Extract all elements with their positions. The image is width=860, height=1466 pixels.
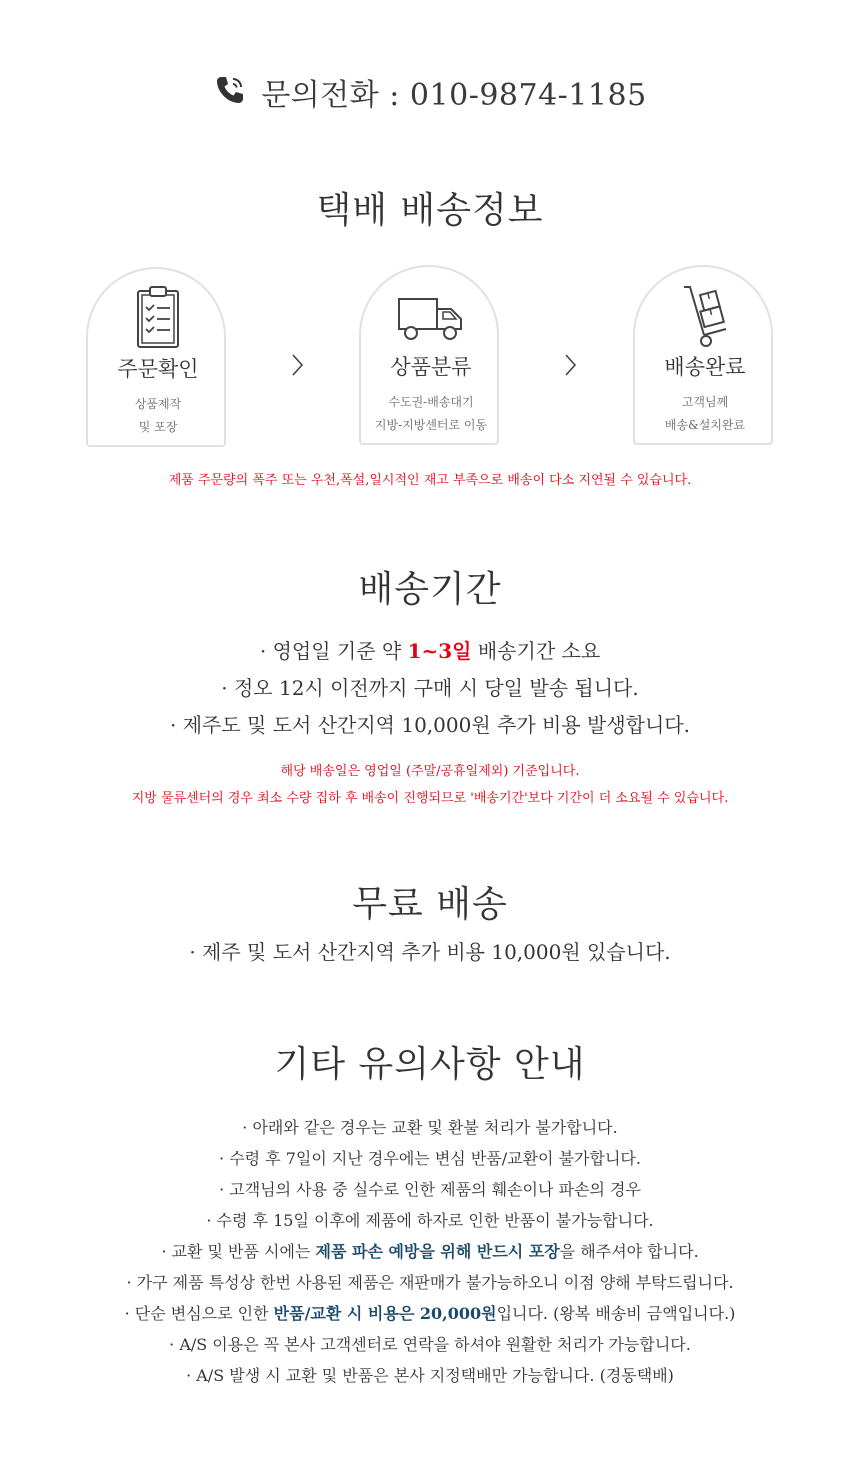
delivery-info-title: 택배 배송정보 <box>316 190 544 231</box>
step-desc <box>635 391 775 437</box>
period-line-1-prefix: · 영업일 기준 약 <box>259 639 408 663</box>
etc-title: 기타 유의사항 안내 <box>274 1044 586 1085</box>
phone-icon <box>213 73 247 111</box>
period-note-1: 해당 배송일은 영업일 (주말/공휴일제외) 기준입니다. <box>280 764 580 779</box>
step-order-confirm <box>86 267 226 447</box>
etc-item: · 수령 후 7일이 지난 경우에는 변심 반품/교환이 불가합니다. <box>219 1149 641 1168</box>
period-note-2: 지방 물류센터의 경우 최소 수량 집하 후 배송이 진행되므로 '배송기간'보다 기간이 더 소요될 수 있습니다. <box>131 791 729 806</box>
truck-icon <box>361 279 501 353</box>
etc-item <box>0 1298 860 1329</box>
step-delivered <box>633 265 773 445</box>
free-shipping-line: · 제주 및 도서 산간지역 추가 비용 10,000원 있습니다. <box>189 940 671 964</box>
step-desc-line: 및 포장 <box>138 420 178 434</box>
delay-notice: 제품 주문량의 폭주 또는 우천,폭설,일시적인 재고 부족으로 배송이 다소 지연될 수 있습니다. <box>168 473 692 488</box>
etc-item-prefix: · 단순 변심으로 인한 <box>124 1304 274 1323</box>
etc-item-suffix: 입니다. (왕복 배송비 금액입니다.) <box>496 1304 736 1323</box>
chevron-right-icon <box>561 350 581 380</box>
step-desc-line: 상품제작 <box>134 397 182 411</box>
step-sorting <box>359 265 499 445</box>
step-desc <box>88 393 228 439</box>
step-desc-line: 배송&설치완료 <box>664 418 746 432</box>
step-desc <box>361 391 501 437</box>
phone-number[interactable]: 문의전화 : 010-9874-1185 <box>261 78 647 113</box>
period-highlight: 1~3일 <box>407 639 472 663</box>
step-title: 배송완료 <box>664 355 746 379</box>
step-title: 주문확인 <box>117 357 199 381</box>
period-line-2: · 정오 12시 이전까지 구매 시 당일 발송 됩니다. <box>221 676 639 700</box>
period-title: 배송기간 <box>358 569 502 610</box>
etc-item: · A/S 이용은 꼭 본사 고객센터로 연락을 하셔야 원활한 처리가 가능합니다. <box>169 1335 691 1354</box>
chevron-right-icon <box>288 350 308 380</box>
step-desc-line: 지방-지방센터로 이동 <box>374 418 488 432</box>
step-desc-line: 수도권-배송대기 <box>388 395 474 409</box>
etc-item-highlight: 제품 파손 예방을 위해 반드시 포장 <box>315 1242 560 1261</box>
etc-item: · 고객님의 사용 중 실수로 인한 제품의 훼손이나 파손의 경우 <box>219 1180 641 1199</box>
period-line-1 <box>0 633 860 670</box>
etc-item-highlight: 반품/교환 시 비용은 20,000원 <box>273 1304 497 1323</box>
step-title: 상품분류 <box>390 355 472 379</box>
period-line-1-suffix: 배송기간 소요 <box>471 639 601 663</box>
free-shipping-title: 무료 배송 <box>352 884 508 925</box>
etc-item-suffix: 을 해주셔야 합니다. <box>559 1242 699 1261</box>
etc-item: · A/S 발생 시 교환 및 반품은 본사 지정택배만 가능합니다. (경동택배) <box>186 1366 674 1385</box>
step-desc-line: 고객님께 <box>681 395 729 409</box>
etc-item <box>0 1236 860 1267</box>
etc-item: · 아래와 같은 경우는 교환 및 환불 처리가 불가합니다. <box>242 1118 618 1137</box>
clipboard-icon <box>88 281 228 355</box>
etc-item: · 가구 제품 특성상 한번 사용된 제품은 재판매가 불가능하오니 이점 양해 부탁드립니다. <box>126 1273 734 1292</box>
period-line-3: · 제주도 및 도서 산간지역 10,000원 추가 비용 발생합니다. <box>170 713 690 737</box>
etc-item: · 수령 후 15일 이후에 제품에 하자로 인한 반품이 불가능합니다. <box>206 1211 654 1230</box>
phone-contact <box>0 68 860 116</box>
hand-truck-icon <box>635 279 775 353</box>
etc-item-prefix: · 교환 및 반품 시에는 <box>161 1242 316 1261</box>
